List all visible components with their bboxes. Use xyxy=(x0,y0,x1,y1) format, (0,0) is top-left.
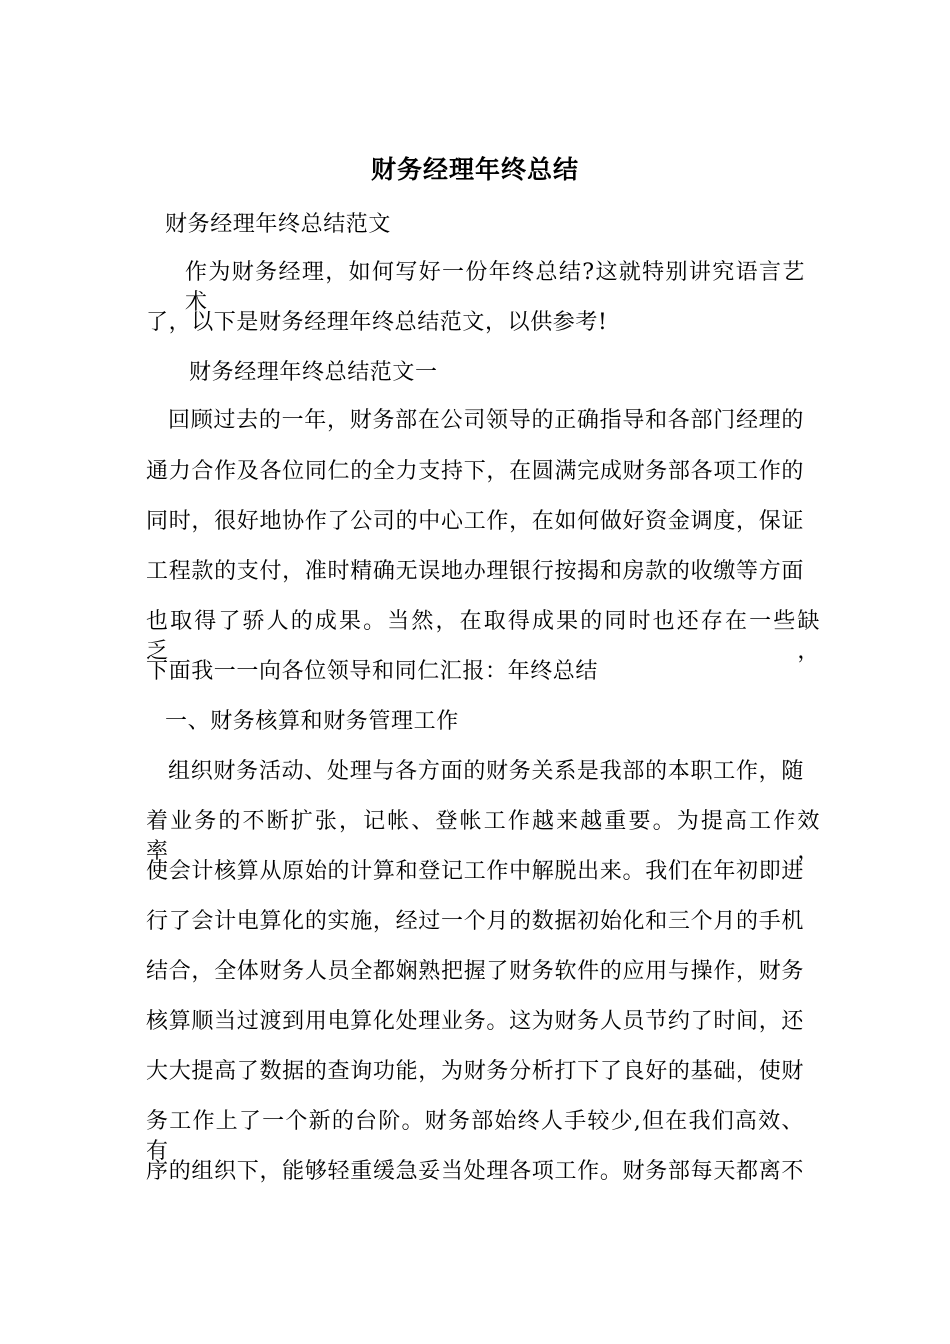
paragraph-line: 使会计核算从原始的计算和登记工作中解脱出来。我们在年初即进 xyxy=(146,859,804,884)
section-heading: 一、财务核算和财务管理工作 xyxy=(165,709,459,734)
paragraph-line: 了，以下是财务经理年终总结范文，以供参考! xyxy=(146,310,608,335)
paragraph-line: 作为财务经理，如何写好一份年终总结?这就特别讲究语言艺术 xyxy=(185,260,805,315)
paragraph-line: 核算顺当过渡到用电算化处理业务。这为财务人员节约了时间，还 xyxy=(146,1009,804,1034)
paragraph-line: 务工作上了一个新的台阶。财务部始终人手较少,但在我们高效、有 xyxy=(146,1109,804,1164)
paragraph-line: 序的组织下，能够轻重缓急妥当处理各项工作。财务部每天都离不 xyxy=(146,1159,804,1184)
paragraph-line: 也取得了骄人的成果。当然，在取得成果的同时也还存在一些缺乏， xyxy=(146,609,820,664)
section-heading: 财务经理年终总结范文一 xyxy=(189,360,438,385)
paragraph-line: 同时，很好地协作了公司的中心工作，在如何做好资金调度，保证 xyxy=(146,509,804,534)
paragraph-line: 行了会计电算化的实施，经过一个月的数据初始化和三个月的手机 xyxy=(146,909,804,934)
paragraph-line: 工程款的支付，准时精确无误地办理银行按揭和房款的收缴等方面 xyxy=(146,559,804,584)
subtitle-line: 财务经理年终总结范文 xyxy=(165,212,392,237)
document-title: 财务经理年终总结 xyxy=(370,155,579,184)
paragraph-line: 下面我一一向各位领导和同仁汇报：年终总结 xyxy=(146,659,599,684)
paragraph-line: 回顾过去的一年，财务部在公司领导的正确指导和各部门经理的 xyxy=(168,408,804,433)
paragraph-line: 组织财务活动、处理与各方面的财务关系是我部的本职工作，随 xyxy=(168,759,804,784)
paragraph-line: 结合，全体财务人员全都娴熟把握了财务软件的应用与操作，财务 xyxy=(146,959,804,984)
paragraph-line: 着业务的不断扩张，记帐、登帐工作越来越重要。为提高工作效率， xyxy=(146,809,820,864)
paragraph-line: 大大提高了数据的查询功能，为财务分析打下了良好的基础，使财 xyxy=(146,1059,804,1084)
paragraph-line: 通力合作及各位同仁的全力支持下，在圆满完成财务部各项工作的 xyxy=(146,459,804,484)
